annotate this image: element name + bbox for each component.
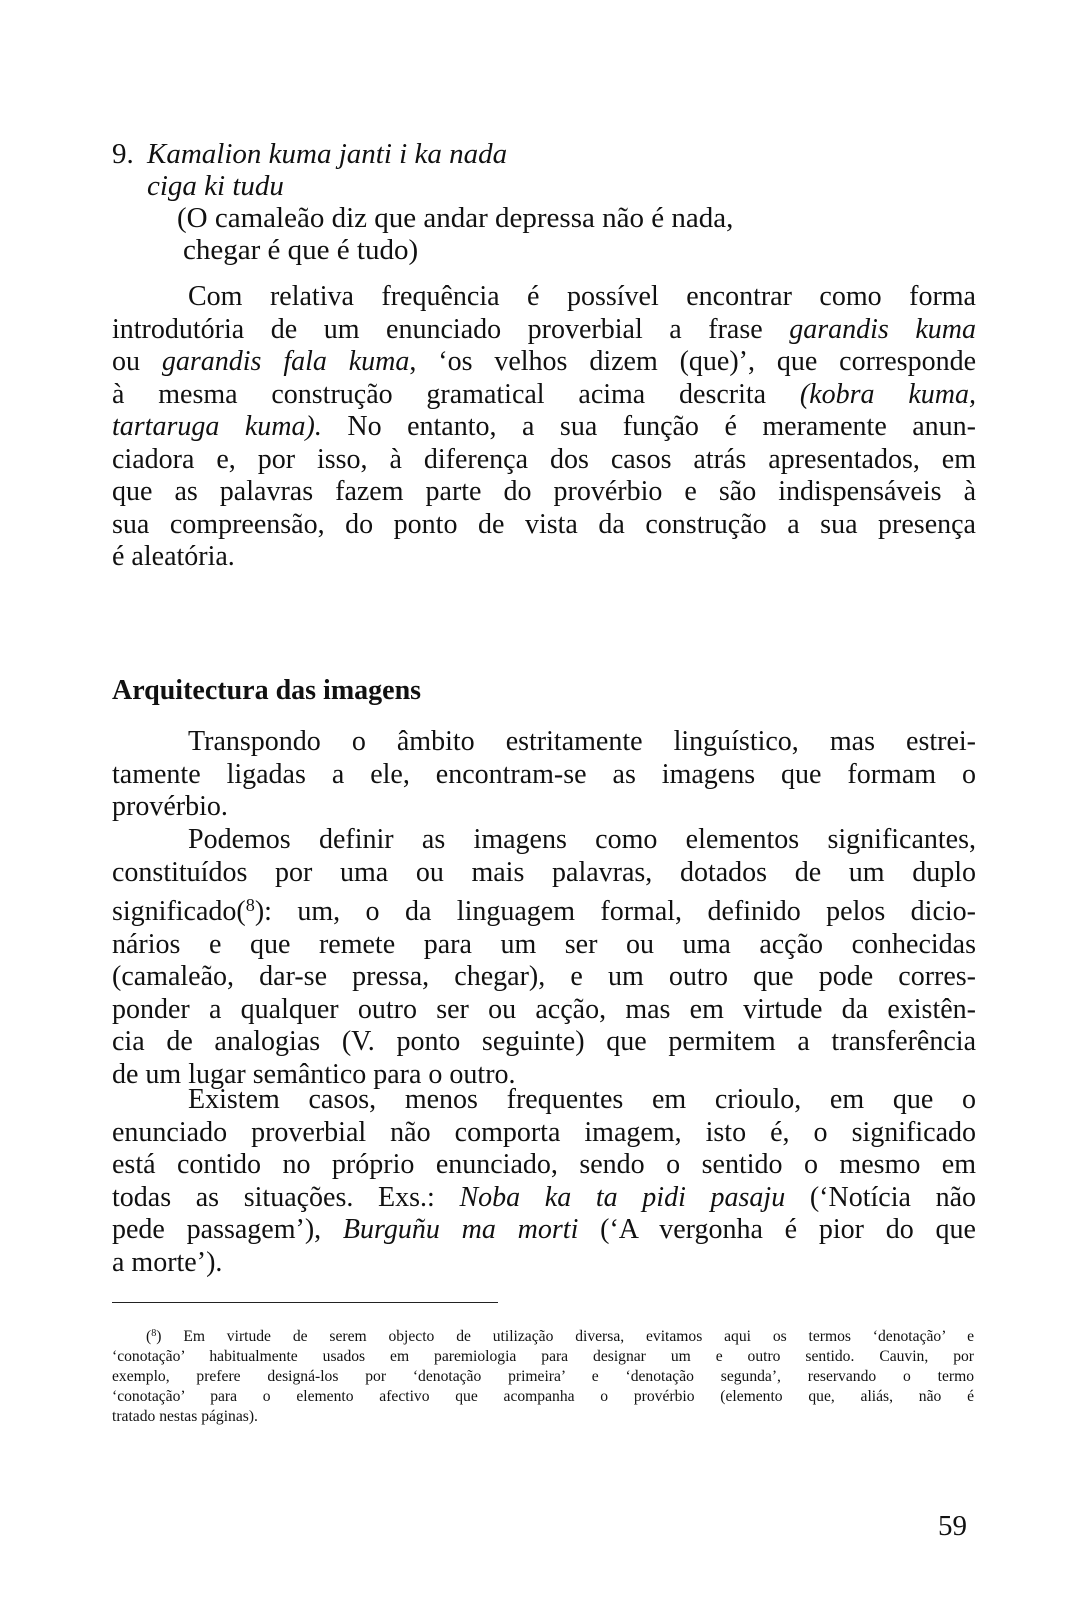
paragraph-images-intro [112, 726, 976, 824]
text-line: enunciado proverbial não comporta imagem, isto é, o significado [112, 1116, 976, 1148]
footnote-divider [112, 1302, 498, 1303]
example-number: 9. [112, 138, 134, 170]
text-line: a morte’). [112, 1246, 223, 1278]
text-line: Podemos definir as imagens como elementos significantes, [188, 824, 976, 855]
translation-line-2: chegar é que é tudo) [183, 234, 419, 266]
text-line: ponder a qualquer outro ser ou acção, mas em virtude da existên- [112, 993, 976, 1025]
footnote-line: tratado nestas páginas). [112, 1408, 258, 1426]
crioulo-term: (kobra kuma, [799, 378, 977, 410]
text-line: está contido no próprio enunciado, sendo o sentido o mesmo em [112, 1149, 976, 1180]
footnote-marker: 8 [151, 1328, 157, 1339]
text-line: nários e que remete para um ser ou uma acção conhecidas [112, 928, 976, 960]
text-line: introdutória de um enunciado proverbial a frase garandis kuma [112, 313, 976, 345]
footnote-line: ($^8$) Em virtude de serem objecto de utilização diversa, evitamos aqui os termos ‘denotação’ e [146, 1328, 975, 1346]
text-line: significado($^8$): um, o da linguagem formal, definido pelos dicio- [112, 895, 976, 928]
paragraph-images-definition [112, 824, 976, 1091]
text-line: provérbio. [112, 791, 228, 822]
text-line: Existem casos, menos frequentes em crioulo, em que o [188, 1084, 976, 1115]
footnote-line: ‘conotação’ para o elemento afectivo que acompanha o provérbio (elemento que, aliás, não é [112, 1388, 974, 1406]
translation-line-1: (O camaleão diz que andar depressa não é nada, [177, 202, 734, 234]
text-line: tamente ligadas a ele, encontram-se as imagens que formam o [112, 758, 976, 790]
text-line: Transpondo o âmbito estritamente linguístico, mas estrei- [188, 726, 976, 757]
paragraph-no-image-cases [112, 1084, 976, 1279]
footnote [112, 1324, 974, 1427]
crioulo-proverb-line-2: ciga ki tudu [147, 170, 284, 202]
text-line: constituídos por uma ou mais palavras, dotados de um duplo [112, 856, 976, 888]
footnote-reference: 8 [245, 895, 255, 915]
crioulo-proverb-line-1: Kamalion kuma janti i ka nada [147, 138, 508, 170]
crioulo-example: Burguñu ma morti [342, 1214, 579, 1245]
text-line: tartaruga kuma). No entanto, a sua função é meramente anun- [112, 411, 977, 442]
paragraph-introductory-formula [112, 281, 976, 574]
text-line: de um lugar semântico para o outro. [112, 1058, 516, 1090]
text-line: pede passagem’), Burguñu ma morti (‘A vergonha é pior do que [112, 1214, 976, 1245]
crioulo-term: garandis fala kuma [161, 346, 410, 377]
crioulo-term: tartaruga kuma). [112, 411, 322, 442]
crioulo-term: garandis kuma [789, 313, 976, 345]
text-line: Com relativa frequência é possível encontrar como forma [188, 281, 976, 312]
text-line: à mesma construção gramatical acima descrita (kobra kuma, [112, 378, 977, 410]
text-line: ou garandis fala kuma, ‘os velhos dizem (que)’, que corresponde [112, 346, 976, 377]
footnote-line: exemplo, prefere designá-los por ‘denotação primeira’ e ‘denotação segunda’, reservando o termo [112, 1368, 974, 1386]
text-line: sua compreensão, do ponto de vista da construção a sua presença [112, 508, 976, 540]
crioulo-example: Noba ka ta pidi pasaju [459, 1181, 786, 1213]
text-line: ciadora e, por isso, à diferença dos casos atrás apresentados, em [112, 443, 976, 475]
section-heading: Arquitectura das imagens [112, 675, 422, 706]
page-number: 59 [938, 1510, 967, 1542]
text-line: todas as situações. Exs.: Noba ka ta pidi pasaju (‘Notícia não [112, 1181, 976, 1213]
text-line: cia de analogias (V. ponto seguinte) que permitem a transferência [112, 1026, 976, 1058]
text-line: que as palavras fazem parte do provérbio e são indispensáveis à [112, 476, 976, 507]
footnote-line: ‘conotação’ habitualmente usados em paremiologia para designar um e outro sentido. Cauvin, por [112, 1348, 974, 1366]
text-line: (camaleão, dar-se pressa, chegar), e um outro que pode corres- [112, 961, 976, 993]
text-line: é aleatória. [112, 541, 235, 572]
